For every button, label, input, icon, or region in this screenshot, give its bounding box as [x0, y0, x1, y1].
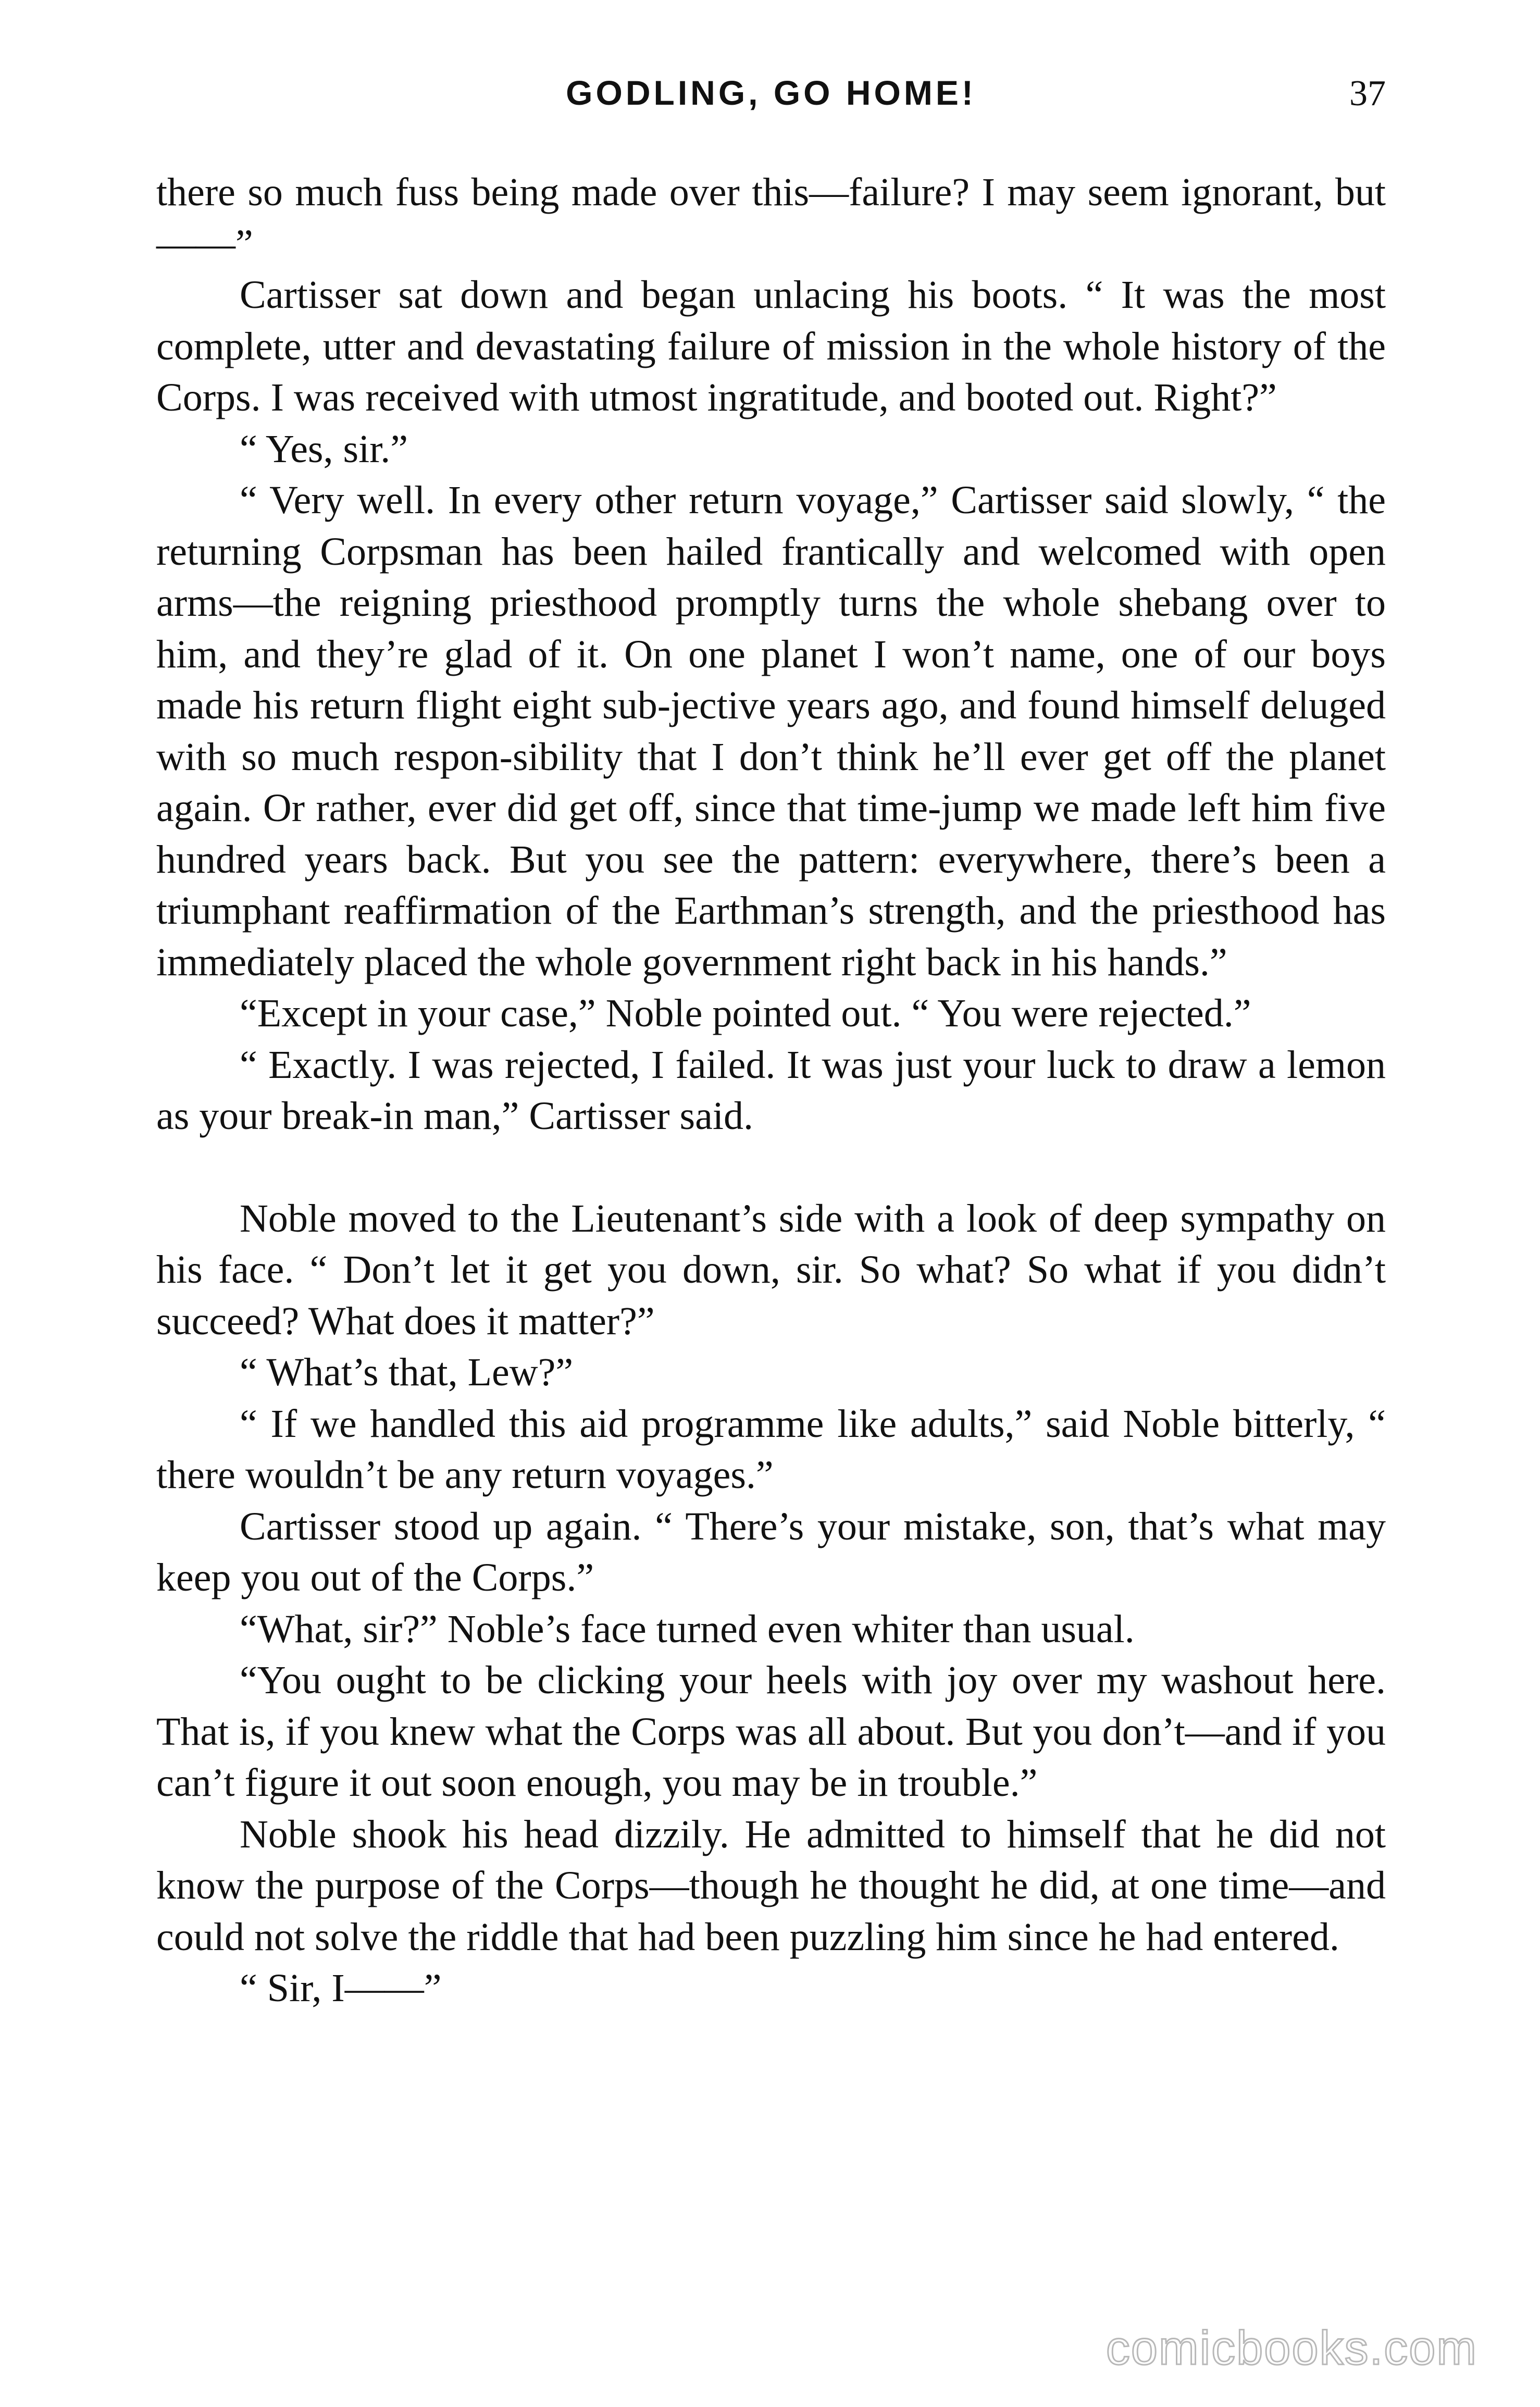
page-number: 37 [1349, 73, 1386, 114]
paragraph: “ Very well. In every other return voyage,” Cartisser said slowly, “ the returning Corpsman has been hailed frantically and welcomed with open arms—the reigning priesthood promptly turns the whole shebang over to him, and they’re glad of it. On one planet I won’t name, one of our boys made his return flight eight sub-jective years ago, and found himself deluged with so much respon-sibility that I don’t think he’ll ever get off the planet again. Or rather, ever did get off, since that time-jump we made left him five hundred years back. But you see the pattern: everywhere, there’s been a triumphant reaffirmation of the Earthman’s strength, and the priesthood has immediately placed the whole government right back in his hands.” [156, 478, 1386, 984]
paragraph: “ If we handled this aid programme like adults,” said Noble bitterly, “ there wouldn’t be any return voyages.” [156, 1401, 1386, 1497]
paragraph: “ Yes, sir.” [240, 427, 408, 471]
paragraph: Noble moved to the Lieutenant’s side with a look of deep sympathy on his face. “ Don’t let it get you down, sir. So what? So what if you didn’t succeed? What does it matter?” [156, 1196, 1386, 1343]
page-header [156, 73, 1386, 130]
paragraph: Cartisser sat down and began unlacing his boots. “ It was the most complete, utter and devastating failure of mission in the whole history of the Corps. I was received with utmost ingratitude, and booted out. Right?” [156, 273, 1386, 419]
text-body [156, 167, 1386, 2014]
running-title: GODLING, GO HOME! [566, 73, 976, 112]
paragraph: “ Exactly. I was rejected, I failed. It was just your luck to draw a lemon as your break-in man,” Cartisser said. [156, 1043, 1386, 1138]
paragraph: Noble shook his head dizzily. He admitted to himself that he did not know the purpose of the Corps—though he thought he did, at one time—and could not solve the riddle that had been puzzling him since he had entered. [156, 1812, 1386, 1959]
paragraph: “What, sir?” Noble’s face turned even whiter than usual. [240, 1607, 1135, 1651]
paragraph: Cartisser stood up again. “ There’s your mistake, son, that’s what may keep you out of the Corps.” [156, 1504, 1386, 1599]
paragraph: “You ought to be clicking your heels with joy over my washout here. That is, if you knew what the Corps was all about. But you don’t—and if you can’t figure it out soon enough, you may be in trouble.” [156, 1658, 1386, 1805]
paragraph: “Except in your case,” Noble pointed out. “ You were rejected.” [240, 991, 1251, 1035]
watermark: comicbooks.com [1106, 2322, 1477, 2375]
section-break [156, 1142, 1386, 1193]
paragraph: “ Sir, I——” [240, 1966, 442, 2010]
paragraph: there so much fuss being made over this—failure? I may seem ignorant, but——” [156, 170, 1386, 266]
paragraph: “ What’s that, Lew?” [240, 1350, 574, 1394]
